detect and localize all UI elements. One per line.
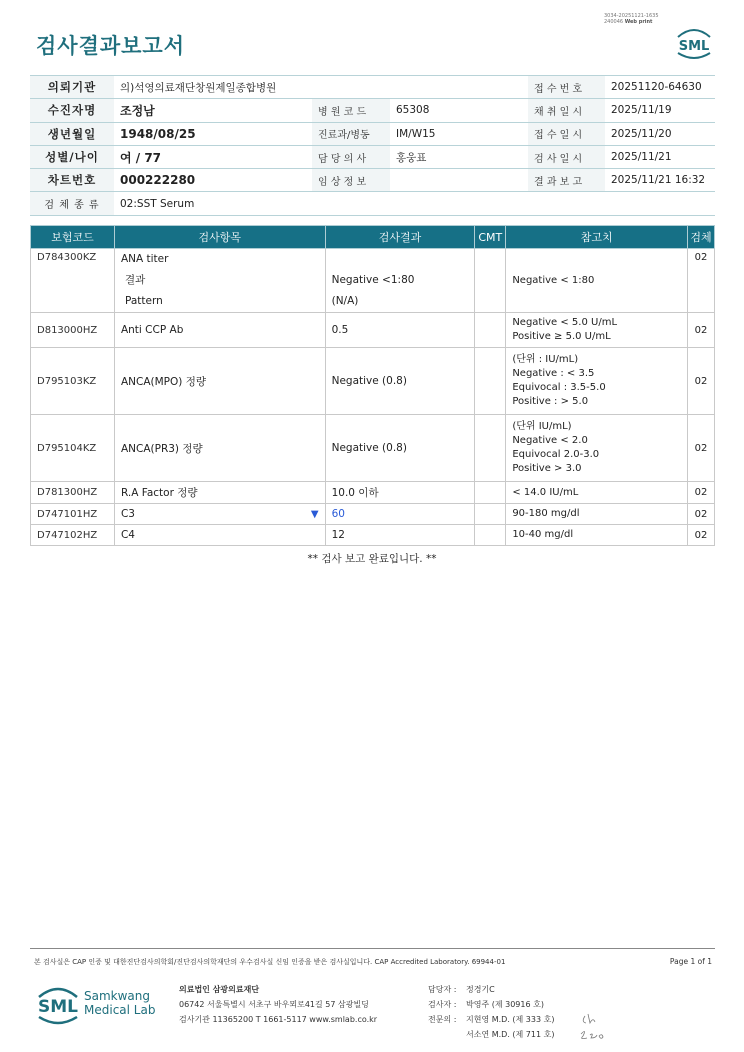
specimen-cell: 02: [687, 249, 714, 313]
birth-label: 생년월일: [30, 122, 114, 145]
reference-line: Negative < 5.0 U/mL: [512, 317, 618, 328]
code-cell: D747102HZ: [31, 525, 115, 546]
page-title: 검사결과보고서: [36, 34, 186, 58]
institution-label: 의뢰기관: [30, 76, 114, 99]
clinical-value: [390, 169, 528, 192]
col-header-item: 검사항목: [114, 226, 325, 249]
dept-value: IM/W15: [390, 122, 528, 145]
reference-line: (단위 IU/mL): [512, 421, 572, 432]
specimen-cell: 02: [687, 504, 714, 525]
specialist-value: 서소연 M.D. (제 711 호): [466, 1030, 555, 1039]
company-address: 06742 서울특별시 서초구 바우뫼로41길 57 삼광빌딩: [179, 1000, 369, 1009]
hospital-code-value: 65308: [390, 99, 528, 122]
cmt-cell: [475, 249, 506, 313]
print-id-line: 3034-20251121-1635: [604, 13, 659, 19]
patient-label: 수진자명: [30, 99, 114, 122]
hospital-code-label: 병 원 코 드: [312, 99, 390, 122]
table-row: [31, 415, 715, 482]
specialist-label: 전문의 :: [428, 1015, 457, 1024]
specimen-value: 02:SST Serum: [114, 192, 715, 215]
sml-logo-icon: [672, 25, 716, 61]
item-name: ANA titer: [120, 253, 169, 265]
result-cell: 10.0 이하: [325, 482, 475, 504]
result-cell: Negative (0.8): [325, 348, 475, 415]
sex-age-value: 여 / 77: [114, 145, 312, 168]
reference-line: (단위 : IU/mL): [512, 354, 579, 365]
clinical-label: 임 상 정 보: [312, 169, 390, 192]
patient-info-table: [30, 75, 715, 216]
cmt-cell: [475, 348, 506, 415]
table-row: [31, 525, 715, 546]
reference-cell: < 14.0 IU/mL: [506, 482, 688, 504]
print-id-number: 240046: [604, 19, 624, 25]
receipt-no-label: 접 수 번 호: [528, 76, 605, 99]
chart-value: 000222280: [114, 169, 312, 192]
code-cell: D781300HZ: [31, 482, 115, 504]
code-cell: D784300KZ: [31, 249, 115, 313]
sml-logo-text: SML: [678, 39, 710, 54]
footer-divider: [30, 948, 715, 949]
patient-value: 조정남: [114, 99, 312, 122]
reference-cell: Negative < 1:80: [506, 249, 688, 313]
specimen-cell: 02: [687, 415, 714, 482]
test-date-label: 검 사 일 시: [528, 145, 605, 168]
reference-cell: [506, 415, 688, 482]
info-row: [30, 99, 715, 122]
reference-line: Negative : < 3.5: [512, 368, 595, 379]
reference-cell: [506, 348, 688, 415]
table-row: [31, 504, 715, 525]
info-row: [30, 122, 715, 145]
info-row: [30, 192, 715, 215]
reference-line: Negative < 2.0: [512, 435, 588, 446]
sub-item-pattern: Pattern: [124, 295, 163, 307]
specimen-cell: 02: [687, 525, 714, 546]
item-cell: [114, 249, 325, 313]
reference-cell: [506, 313, 688, 348]
print-id: [604, 13, 659, 25]
company-logo-text: [84, 989, 155, 1017]
specimen-cell: 02: [687, 313, 714, 348]
collect-date-label: 채 취 일 시: [528, 99, 605, 122]
cmt-cell: [475, 415, 506, 482]
info-row: [30, 76, 715, 99]
reference-cell: 90-180 mg/dl: [506, 504, 688, 525]
code-cell: D795103KZ: [31, 348, 115, 415]
dept-label: 진료과/병동: [312, 122, 390, 145]
table-row: [31, 482, 715, 504]
specimen-cell: 02: [687, 348, 714, 415]
reference-line: Equivocal 2.0-3.0: [512, 449, 600, 460]
item-cell: ANCA(PR3) 정량: [114, 415, 325, 482]
cmt-cell: [475, 482, 506, 504]
tester-label: 검사자 :: [428, 1000, 457, 1009]
reference-cell: 10-40 mg/dl: [506, 525, 688, 546]
item-cell: Anti CCP Ab: [114, 313, 325, 348]
reference-line: Positive : > 5.0: [512, 396, 589, 407]
test-date-value: 2025/11/21: [605, 145, 715, 168]
info-row: [30, 145, 715, 168]
col-header-result: 검사결과: [325, 226, 475, 249]
doctor-value: 홍웅표: [390, 145, 528, 168]
item-cell: C4: [114, 525, 325, 546]
logo-line: Medical Lab: [84, 1003, 156, 1017]
info-row: [30, 169, 715, 192]
manager-value: 정경기C: [466, 985, 495, 994]
sub-pattern-value: (N/A): [331, 295, 359, 307]
staff-info: [428, 982, 554, 1042]
table-row: [31, 348, 715, 415]
receipt-date-label: 접 수 일 시: [528, 122, 605, 145]
signature-icon: [577, 1008, 609, 1042]
company-info: [179, 982, 377, 1027]
collect-date-value: 2025/11/19: [605, 99, 715, 122]
page-number: Page 1 of 1: [669, 957, 712, 966]
cmt-cell: [475, 504, 506, 525]
company-contact: 검사기관 11365200 T 1661-5117 www.smlab.co.kr: [179, 1015, 378, 1024]
table-row: [31, 249, 715, 313]
sub-result-value: Negative <1:80: [331, 274, 415, 286]
report-date-label: 결 과 보 고: [528, 169, 605, 192]
reference-line: Equivocal : 3.5-5.0: [512, 382, 606, 393]
chart-label: 차트번호: [30, 169, 114, 192]
low-flag-icon: ▼: [310, 509, 319, 520]
cmt-cell: [475, 313, 506, 348]
col-header-specimen: 검체: [687, 226, 714, 249]
result-cell: Negative (0.8): [325, 415, 475, 482]
col-header-reference: 참고치: [506, 226, 688, 249]
code-cell: D747101HZ: [31, 504, 115, 525]
sml-logo-text: SML: [38, 997, 78, 1017]
receipt-date-value: 2025/11/20: [605, 122, 715, 145]
reference-line: Positive ≥ 5.0 U/mL: [512, 331, 611, 342]
result-cell: 0.5: [325, 313, 475, 348]
sub-item-result: 결과: [124, 274, 146, 286]
institution-value: 의)석영의료재단창원제일종합병원: [114, 76, 528, 99]
item-cell: [114, 504, 325, 525]
specimen-cell: 02: [687, 482, 714, 504]
receipt-no-value: 20251120-64630: [605, 76, 715, 99]
code-cell: D813000HZ: [31, 313, 115, 348]
result-table: [30, 225, 715, 546]
sex-age-label: 성별/나이: [30, 145, 114, 168]
item-cell: R.A Factor 정량: [114, 482, 325, 504]
code-cell: D795104KZ: [31, 415, 115, 482]
birth-value: 1948/08/25: [114, 122, 312, 145]
result-header-row: [31, 226, 715, 249]
tester-value: 박영주 (제 30916 호): [466, 1000, 544, 1009]
result-cell: 12: [325, 525, 475, 546]
logo-line: Samkwang: [84, 989, 150, 1003]
print-mode: Web print: [624, 19, 653, 25]
reference-line: Positive > 3.0: [512, 463, 582, 474]
table-row: [31, 313, 715, 348]
company-name: 의료법인 삼광의료재단: [179, 985, 260, 994]
specialist-value: 지현영 M.D. (제 333 호): [466, 1015, 555, 1024]
result-cell: [325, 249, 475, 313]
manager-label: 담당자 :: [428, 985, 457, 994]
col-header-cmt: CMT: [475, 226, 506, 249]
report-date-value: 2025/11/21 16:32: [605, 169, 715, 192]
doctor-label: 담 당 의 사: [312, 145, 390, 168]
cmt-cell: [475, 525, 506, 546]
specimen-label: 검 체 종 류: [30, 192, 114, 215]
report-complete-note: ** 검사 보고 완료입니다. **: [307, 553, 437, 565]
result-cell: 60: [325, 504, 475, 525]
col-header-code: 보험코드: [31, 226, 115, 249]
item-name: C3: [120, 508, 135, 520]
item-cell: ANCA(MPO) 정량: [114, 348, 325, 415]
certification-note: 본 검사실은 CAP 인증 및 대한진단검사의학회/진단검사의학재단의 우수검사실 신임 인증을 받은 검사실입니다. CAP Accredited Laboratory. 69944-01: [34, 958, 506, 966]
